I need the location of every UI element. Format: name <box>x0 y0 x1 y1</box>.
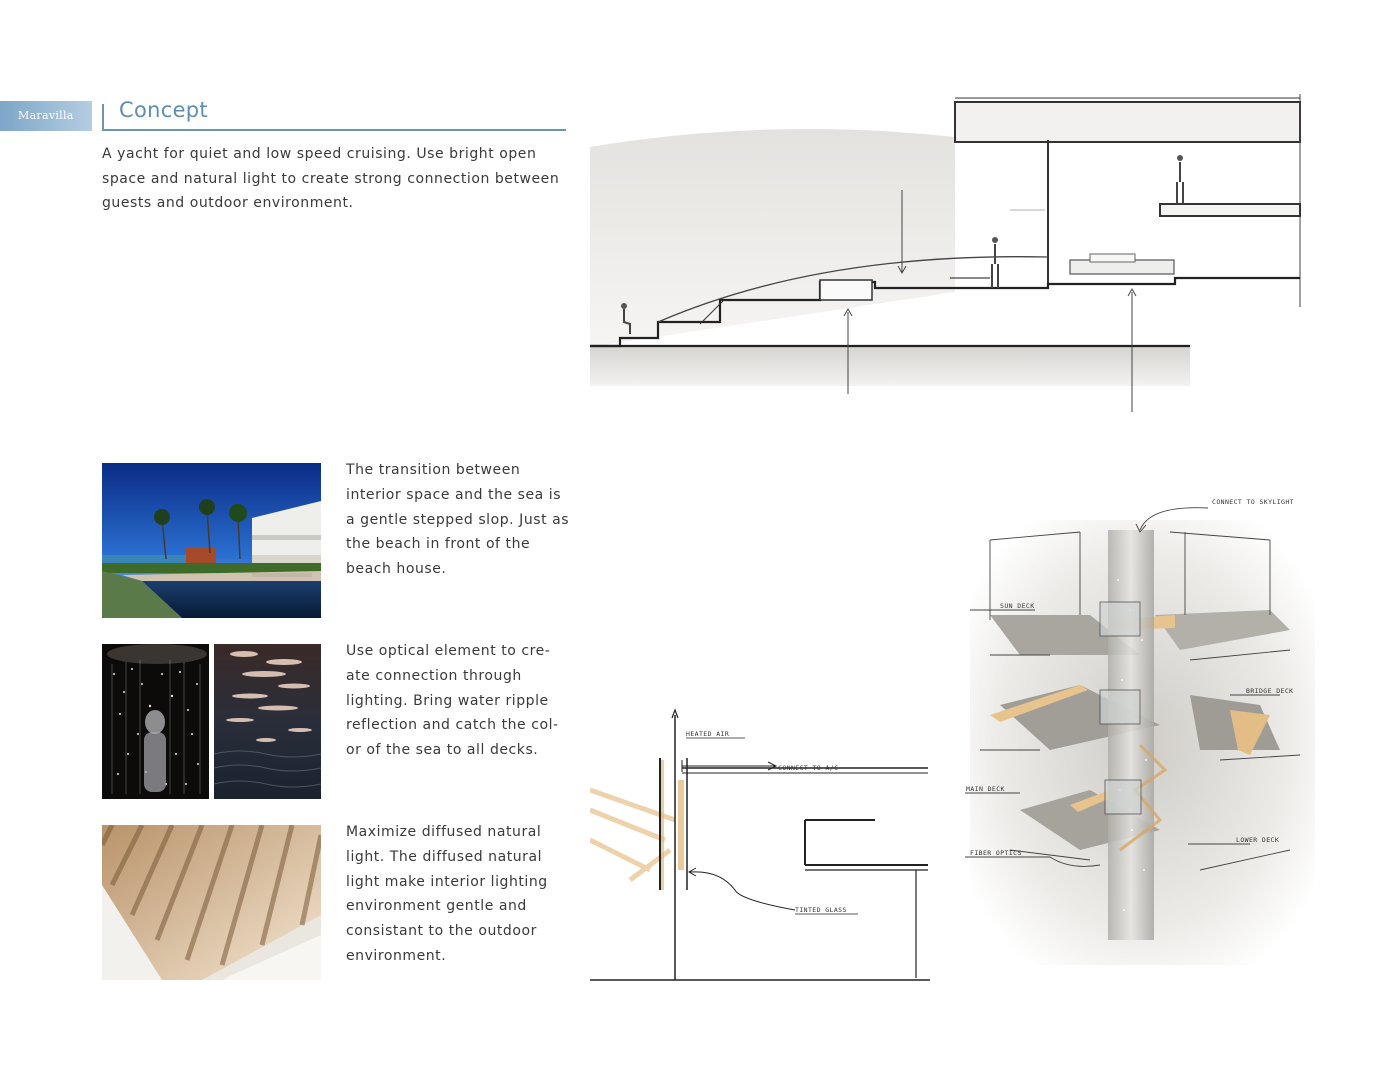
atrium-sketch <box>960 490 1325 970</box>
label-skylight: CONNECT TO SKYLIGHT <box>1212 498 1294 506</box>
section-1-text: The transition between interior space and the sea is a gentle stepped slop. Just as the beach in front of the beach house. <box>346 462 570 578</box>
brand-tab: Maravilla <box>0 101 92 131</box>
label-bridge-deck: BRIDGE DECK <box>1246 687 1294 695</box>
title-bracket <box>102 104 104 131</box>
label-connect-ac: CONNECT TO A/C <box>778 764 839 772</box>
section-3-text: Maximize diffused natural light. The diffused natural light make interior lighting environment gentle and consistant to the outdoor environment. <box>346 824 548 964</box>
label-sun-deck: SUN DECK <box>1000 602 1035 610</box>
section-sketch <box>590 92 1310 412</box>
label-main-deck: MAIN DECK <box>966 785 1005 793</box>
title-underline <box>102 129 566 131</box>
intro-paragraph: A yacht for quiet and low speed cruising. Use bright open space and natural light to create strong connection between guests and outdoor environment. <box>102 146 560 211</box>
detail-sketch <box>590 700 935 990</box>
fiber-light-photo <box>102 644 209 799</box>
section-2-text: Use optical element to cre-ate connection through lighting. Bring water ripple reflection and catch the col-or of the sea to all decks. <box>346 643 559 759</box>
beach-house-photo <box>102 463 321 618</box>
label-fiber-optics: FIBER OPTICS <box>970 849 1022 857</box>
water-ripple-photo <box>214 644 321 799</box>
label-lower-deck: LOWER DECK <box>1236 836 1280 844</box>
label-heated-air: HEATED AIR <box>686 730 730 738</box>
page-title: Concept <box>119 98 208 122</box>
wood-ceiling-photo <box>102 825 321 980</box>
label-tinted-glass: TINTED GLASS <box>795 906 847 914</box>
